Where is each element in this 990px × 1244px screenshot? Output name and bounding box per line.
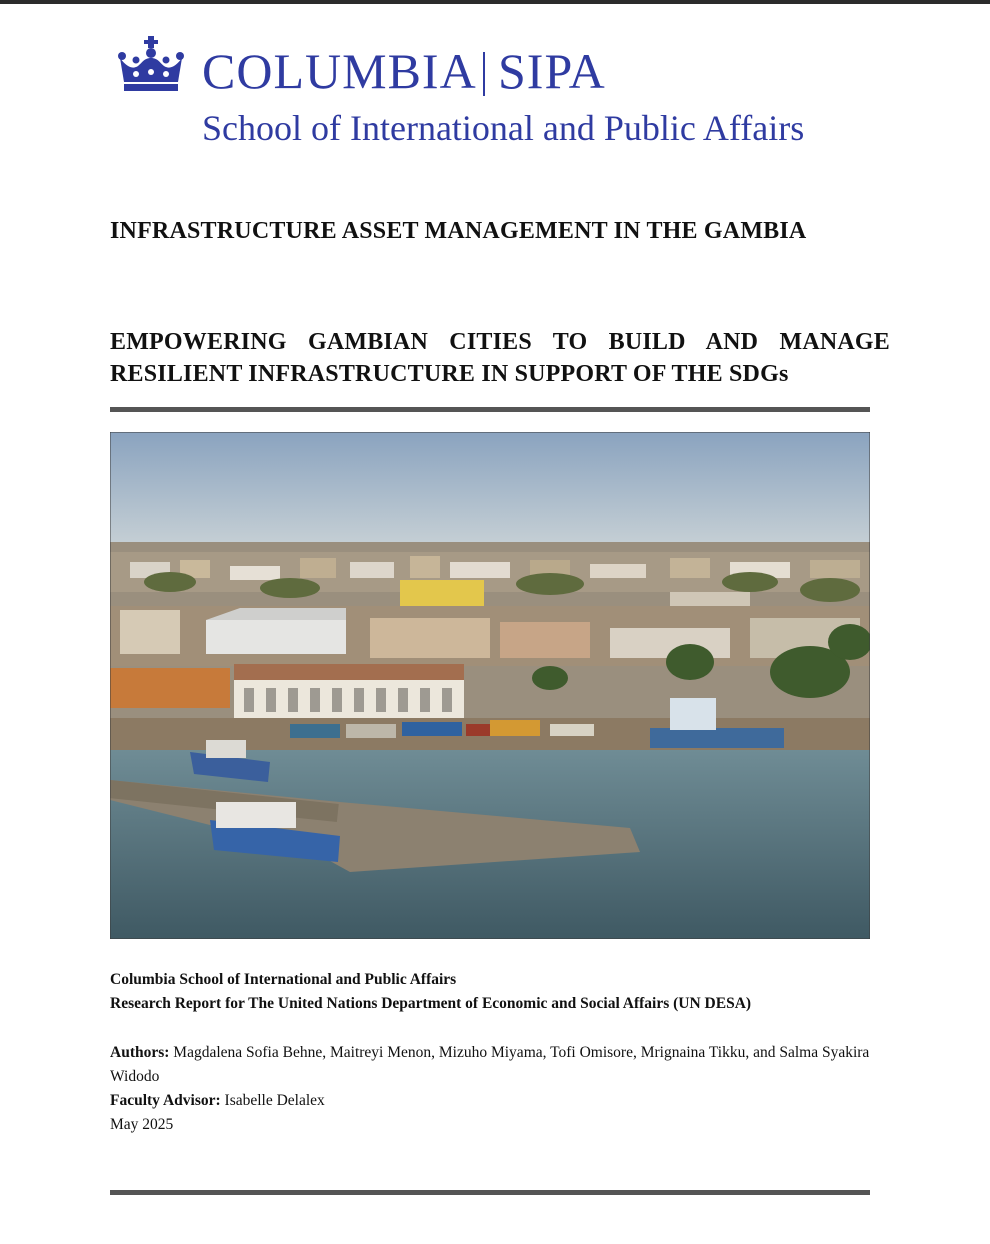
advisor-label: Faculty Advisor: <box>110 1092 221 1109</box>
logo-school-text: School of International and Public Affairs <box>202 108 805 148</box>
affiliation-block <box>110 968 890 1016</box>
affiliation-line-1: Columbia School of International and Public Affairs <box>110 971 457 988</box>
cover-photo-banjul-harbor <box>110 432 870 939</box>
authors-line <box>110 1041 890 1089</box>
columbia-sipa-logo <box>114 34 874 154</box>
affiliation-line-2: Research Report for The United Nations Department of Economic and Social Affairs (UN DESA) <box>110 995 752 1012</box>
report-subtitle: EMPOWERING GAMBIAN CITIES TO BUILD AND MANAGE RESILIENT INFRASTRUCTURE IN SUPPORT OF THE SDGs <box>110 329 890 387</box>
advisor-name: Isabelle Delalex <box>224 1092 325 1109</box>
top-border <box>0 0 990 4</box>
divider-rule-bottom <box>110 1190 870 1195</box>
logo-divider <box>483 52 485 96</box>
logo-columbia-text: COLUMBIA <box>202 43 477 99</box>
report-title: INFRASTRUCTURE ASSET MANAGEMENT IN THE GAMBIA <box>110 218 807 244</box>
divider-rule-top <box>110 407 870 412</box>
credits-block <box>110 1041 890 1137</box>
authors-names: Magdalena Sofia Behne, Maitreyi Menon, Mizuho Miyama, Tofi Omisore, Mrignaina Tikku, and Salma Syakira Widodo <box>110 1044 870 1085</box>
logo-sipa-text: SIPA <box>498 43 606 99</box>
crown-icon <box>116 36 186 94</box>
report-date: May 2025 <box>110 1116 174 1133</box>
advisor-line <box>110 1089 890 1113</box>
authors-label: Authors: <box>110 1044 170 1061</box>
